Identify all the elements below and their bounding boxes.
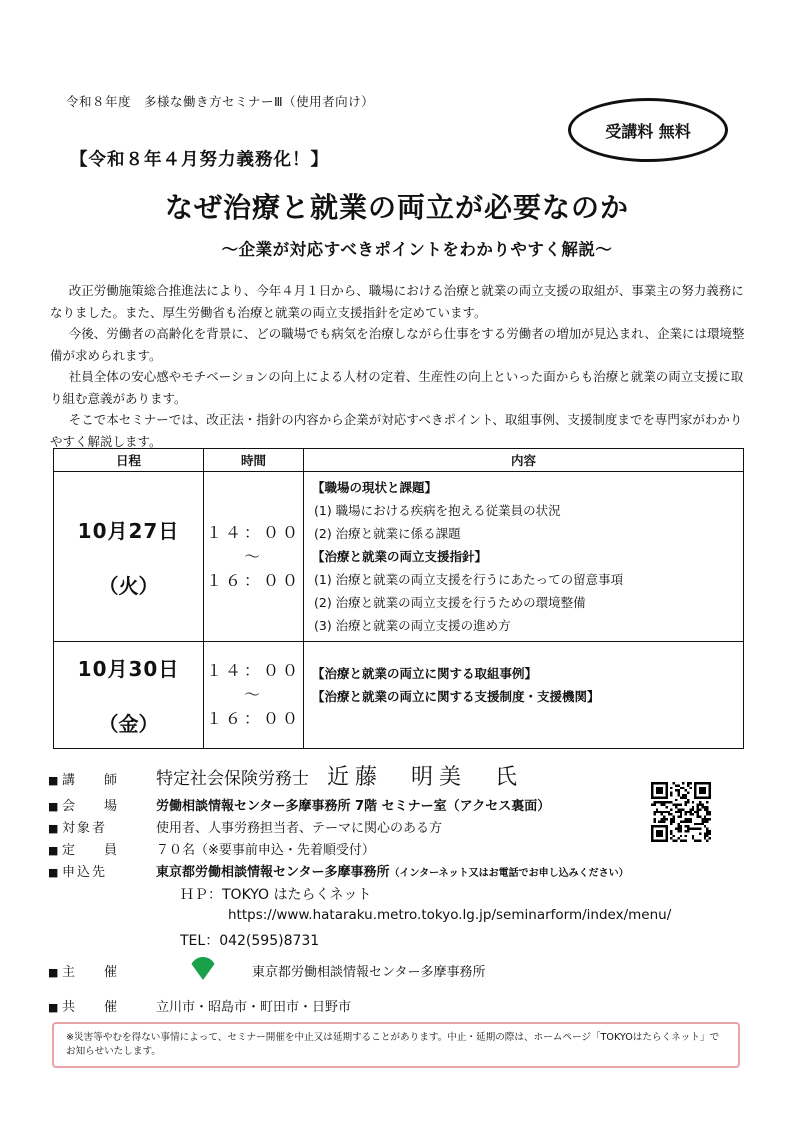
apply-note: （インターネット又はお電話でお申し込みください） <box>389 868 629 879</box>
apply-value: 東京都労働相談情報センター多摩事務所 <box>156 865 390 880</box>
content-heading: 【治療と就業の両立に関する支援制度・支援機関】 <box>312 689 600 704</box>
capacity-label: 定 員 <box>62 843 126 858</box>
bullet-icon: ■ <box>48 844 59 857</box>
session-time-sep: ～ <box>243 685 263 704</box>
tel-row <box>180 930 319 950</box>
content-heading: 【治療と就業の両立支援指針】 <box>312 549 488 564</box>
bullet-icon: ■ <box>48 866 59 879</box>
col-header-date: 日程 <box>54 449 204 472</box>
session-row <box>54 472 744 642</box>
apply-label: 申込先 <box>62 865 108 880</box>
schedule-table <box>53 448 744 749</box>
free-admission-badge <box>568 98 728 162</box>
intro-paragraph: 改正労働施策総合推進法により、今年４月１日から、職場における治療と就業の両立支援の取組が、事業主の努力義務になりました。また、厚生労働省も治療と就業の両立支援指針を定めています。 <box>50 283 744 320</box>
bullet-icon: ■ <box>48 800 59 813</box>
session-time-end: １６：００ <box>205 570 301 590</box>
content-heading: 【治療と就業の両立に関する取組事例】 <box>312 666 538 681</box>
capacity-value: ７０名（※要事前申込・先着順受付） <box>156 843 375 858</box>
seminar-series-label: 令和８年度 多様な働き方セミナーⅢ（使用者向け） <box>66 94 375 109</box>
col-header-content: 内容 <box>304 449 744 472</box>
url-link[interactable]: https://www.hataraku.metro.tokyo.lg.jp/seminarform/index/menu/ <box>228 907 672 923</box>
cohost-value: 立川市・昭島市・町田市・日野市 <box>156 1000 352 1015</box>
tagline: 【令和８年４月努力義務化！】 <box>70 150 329 170</box>
lecturer-label: 講 師 <box>62 773 126 788</box>
session-date: 10月27日 <box>77 518 180 543</box>
schedule-header-row <box>54 449 744 472</box>
host-row <box>48 961 485 980</box>
session-time-cell <box>204 642 304 749</box>
fee-text: 受講料 無料 <box>605 121 691 141</box>
content-item: (3) 治療と就業の両立支援の進め方 <box>314 618 511 633</box>
lecturer-name: 近藤 明美 氏 <box>327 765 524 790</box>
tel-text: TEL：042(595)8731 <box>180 933 320 949</box>
url-row <box>228 907 671 923</box>
page-subtitle: ～企業が対応すべきポイントをわかりやすく解説～ <box>221 240 613 259</box>
session-time-sep: ～ <box>243 546 263 566</box>
col-header-time: 時間 <box>204 449 304 472</box>
target-row <box>48 817 442 836</box>
intro-paragraph: 社員全体の安心感やモチベーションの向上による人材の定着、生産性の向上といった面からも治療と就業の両立支援に取り組む意義があります。 <box>50 369 744 406</box>
content-item: (1) 治療と就業の両立支援を行うにあたっての留意事項 <box>314 572 624 587</box>
tokyo-ginkgo-logo-icon <box>190 955 216 981</box>
venue-value: 労働相談情報センター多摩事務所 7階 セミナー室（アクセス裏面） <box>156 799 551 814</box>
venue-label: 会 場 <box>62 799 126 814</box>
content-item: (2) 治療と就業の両立支援を行うための環境整備 <box>314 595 586 610</box>
capacity-row <box>48 839 375 858</box>
target-value: 使用者、人事労務担当者、テーマに関心のある方 <box>156 821 443 836</box>
session-date-cell <box>54 642 204 749</box>
cancellation-notice: ※災害等やむを得ない事情によって、セミナー開催を中止又は延期することがあります。中止・延期の際は、ホームページ「TOKYOはたらくネット」でお知らせいたします。 <box>52 1022 740 1068</box>
session-time-start: １４：００ <box>205 522 301 542</box>
target-label: 対象者 <box>62 821 108 836</box>
lecturer-row <box>48 760 523 791</box>
session-day: （火） <box>98 573 159 598</box>
host-value: 東京都労働相談情報センター多摩事務所 <box>252 965 486 980</box>
bullet-icon: ■ <box>48 774 59 787</box>
host-label: 主 催 <box>62 965 126 980</box>
intro-text <box>50 280 746 452</box>
hp-text: ＨＰ：TOKYO はたらくネット <box>180 887 372 903</box>
session-time-cell <box>204 472 304 642</box>
bullet-icon: ■ <box>48 1001 59 1014</box>
qr-code-icon <box>651 782 711 842</box>
session-row <box>54 642 744 749</box>
session-day: （金） <box>98 712 159 736</box>
hp-row <box>180 884 372 904</box>
intro-paragraph: そこで本セミナーでは、改正法・指針の内容から企業が対応すべきポイント、取組事例、支援制度までを専門家がわかりやすく解説します。 <box>50 412 743 449</box>
bullet-icon: ■ <box>48 822 59 835</box>
session-content <box>304 472 744 642</box>
session-time-end: １６：００ <box>205 709 301 728</box>
session-date: 10月30日 <box>77 657 180 681</box>
content-item: (1) 職場における疾病を抱える従業員の状況 <box>314 503 561 518</box>
session-content <box>304 642 744 749</box>
page-title: なぜ治療と就業の両立が必要なのか <box>164 191 629 224</box>
lecturer-title: 特定社会保険労務士 <box>156 769 309 789</box>
bullet-icon: ■ <box>48 966 59 979</box>
content-heading: 【職場の現状と課題】 <box>312 480 438 495</box>
content-item: (2) 治療と就業に係る課題 <box>314 526 461 541</box>
session-time-start: １４：００ <box>205 661 301 680</box>
cohost-row <box>48 996 351 1015</box>
session-date-cell <box>54 472 204 642</box>
apply-row <box>48 861 629 880</box>
venue-row <box>48 795 550 814</box>
intro-paragraph: 今後、労働者の高齢化を背景に、どの職場でも病気を治療しながら仕事をする労働者の増加が見込まれ、企業には環境整備が求められます。 <box>50 326 745 363</box>
cohost-label: 共 催 <box>62 1000 126 1015</box>
